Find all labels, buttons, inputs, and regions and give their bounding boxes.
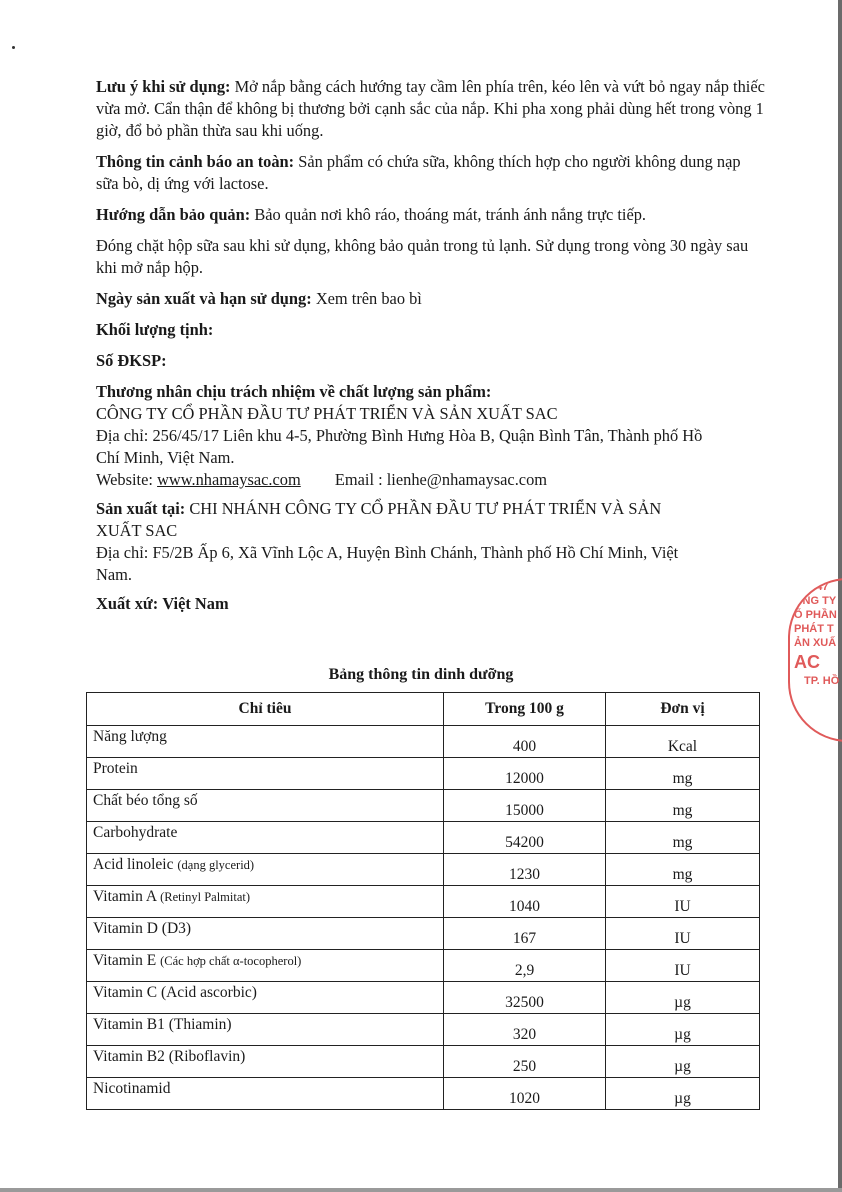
nutrient-name-cell [87, 1014, 444, 1046]
table-header-row [87, 693, 760, 726]
usage-note [96, 76, 766, 142]
weight-label: Khối lượng tịnh: [96, 320, 214, 339]
header-per-100g: Trong 100 g [444, 693, 606, 726]
nutrient-name-cell [87, 790, 444, 822]
nutrient-unit: IU [606, 886, 760, 918]
made-text-1: CHI NHÁNH CÔNG TY CỔ PHẦN ĐẦU TƯ PHÁT TRIỂN VÀ SẢN [189, 499, 662, 518]
nutrient-unit: mg [606, 758, 760, 790]
nutrient-name: Nicotinamid [93, 1080, 171, 1097]
manufacturer-line-1 [96, 498, 766, 520]
usage-text: Mở nắp bằng cách hướng tay cầm lên phía trên, kéo lên và vứt bỏ ngay nắp thiếc vừa mở. Cẩn thận để không bị thương bởi cạnh sắc của nắp. Khi pha xong phải dùng hết trong vòng 1 giờ, đổ bỏ phần thừa sau khi uống. [96, 77, 765, 140]
warning-note [96, 151, 766, 195]
nutrient-name-cell [87, 950, 444, 982]
origin-label: Xuất xứ: [96, 594, 159, 613]
nutrient-name: Acid linoleic [93, 856, 174, 873]
nutrient-note: (Các hợp chất α-tocopherol) [160, 954, 302, 968]
nutrient-unit: mg [606, 790, 760, 822]
company-seal-stamp [788, 578, 842, 742]
nutrient-value: 320 [444, 1014, 606, 1046]
manufacturer-block [96, 498, 766, 586]
date-text: Xem trên bao bì [315, 289, 422, 308]
nutrient-value: 12000 [444, 758, 606, 790]
nutrient-unit: IU [606, 918, 760, 950]
registration-label: Số ĐKSP: [96, 351, 167, 370]
nutrient-note: (Retinyl Palmitat) [160, 890, 251, 904]
table-row [87, 726, 760, 758]
usage-label: Lưu ý khi sử dụng: [96, 77, 231, 96]
nutrient-value: 1020 [444, 1078, 606, 1110]
weight-note [96, 319, 766, 341]
warning-text: Sản phẩm có chứa sữa, không thích hợp cho người không dung nạp sữa bò, dị ứng với lactose. [96, 152, 741, 193]
trader-name: CÔNG TY CỔ PHẦN ĐẦU TƯ PHÁT TRIỂN VÀ SẢN XUẤT SAC [96, 404, 558, 423]
nutrient-name: Vitamin E [93, 952, 157, 969]
made-address-line-2: Nam. [96, 565, 132, 584]
date-note [96, 288, 766, 310]
storage-text: Bảo quản nơi khô ráo, thoáng mát, tránh ánh nắng trực tiếp. [254, 205, 647, 224]
table-row [87, 886, 760, 918]
made-text-2: XUẤT SAC [96, 521, 178, 540]
trader-block [96, 381, 766, 491]
nutrient-name: Vitamin C (Acid ascorbic) [93, 984, 257, 1001]
nutrient-name-cell [87, 758, 444, 790]
stamp-text: TP. HỒ [804, 675, 840, 687]
nutrient-name-cell [87, 1078, 444, 1110]
nutrient-value: 1230 [444, 854, 606, 886]
nutrition-table-body [87, 726, 760, 1110]
nutrient-name: Vitamin B2 (Riboflavin) [93, 1048, 246, 1065]
document-body [96, 76, 766, 624]
nutrient-note: (dạng glycerid) [177, 858, 255, 872]
table-caption: Bảng thông tin dinh dưỡng [328, 666, 514, 683]
nutrient-name: Chất béo tổng số [93, 792, 198, 809]
table-row [87, 1078, 760, 1110]
nutrient-value: 250 [444, 1046, 606, 1078]
nutrient-value: 400 [444, 726, 606, 758]
nutrient-unit: µg [606, 1046, 760, 1078]
scan-speck [12, 46, 15, 49]
nutrient-name: Vitamin A [93, 888, 157, 905]
header-unit: Đơn vị [606, 693, 760, 726]
nutrient-unit: µg [606, 1078, 760, 1110]
trader-address-line-1: Địa chỉ: 256/45/17 Liên khu 4-5, Phường Bình Hưng Hòa B, Quận Bình Tân, Thành phố Hồ [96, 426, 703, 445]
stamp-text: AC [794, 652, 820, 672]
contact-line [96, 469, 766, 491]
table-row [87, 1046, 760, 1078]
nutrient-name-cell [87, 854, 444, 886]
nutrient-name-cell [87, 822, 444, 854]
nutrient-name-cell [87, 918, 444, 950]
nutrient-name: Năng lượng [93, 728, 167, 745]
nutrient-unit: mg [606, 854, 760, 886]
nutrient-value: 32500 [444, 982, 606, 1014]
nutrient-name-cell [87, 726, 444, 758]
nutrient-value: 167 [444, 918, 606, 950]
date-label: Ngày sản xuất và hạn sử dụng: [96, 289, 312, 308]
website-label: Website: [96, 470, 153, 489]
nutrient-value: 15000 [444, 790, 606, 822]
nutrient-value: 54200 [444, 822, 606, 854]
nutrient-value: 2,9 [444, 950, 606, 982]
stamp-text: 6447 [804, 581, 829, 593]
table-row [87, 854, 760, 886]
warning-label: Thông tin cảnh báo an toàn: [96, 152, 295, 171]
table-row [87, 918, 760, 950]
table-row [87, 790, 760, 822]
nutrition-table [86, 692, 760, 1110]
header-indicator: Chỉ tiêu [87, 693, 444, 726]
nutrient-unit: µg [606, 982, 760, 1014]
nutrient-name: Protein [93, 760, 138, 777]
stamp-text: ẢN XUẤ [794, 637, 837, 649]
stamp-text: ÔNG TY [794, 595, 837, 607]
nutrient-unit: mg [606, 822, 760, 854]
nutrient-value: 1040 [444, 886, 606, 918]
nutrient-name: Vitamin B1 (Thiamin) [93, 1016, 232, 1033]
trader-address-line-2: Chí Minh, Việt Nam. [96, 448, 235, 467]
origin-note [96, 593, 766, 615]
registration-note [96, 350, 766, 372]
table-row [87, 982, 760, 1014]
origin-text: Việt Nam [162, 594, 229, 613]
nutrient-name-cell [87, 1046, 444, 1078]
stamp-text: Ổ PHẦN [794, 609, 837, 621]
nutrient-name: Carbohydrate [93, 824, 178, 841]
nutrient-name-cell [87, 982, 444, 1014]
trader-label: Thương nhân chịu trách nhiệm về chất lượng sản phẩm: [96, 382, 492, 401]
table-row [87, 822, 760, 854]
storage-label: Hướng dẫn bảo quản: [96, 205, 251, 224]
nutrient-name: Vitamin D (D3) [93, 920, 192, 937]
storage-note [96, 204, 766, 226]
nutrient-unit: IU [606, 950, 760, 982]
table-row [87, 1014, 760, 1046]
stamp-text: PHÁT T [794, 623, 834, 635]
made-label: Sản xuất tại: [96, 499, 186, 518]
table-row [87, 950, 760, 982]
table-row [87, 758, 760, 790]
made-address-line-1: Địa chỉ: F5/2B Ấp 6, Xã Vĩnh Lộc A, Huyện Bình Chánh, Thành phố Hồ Chí Minh, Việt [96, 543, 679, 562]
page-edge-bottom [0, 1188, 842, 1192]
nutrient-unit: Kcal [606, 726, 760, 758]
storage-note-2: Đóng chặt hộp sữa sau khi sử dụng, không bảo quản trong tủ lạnh. Sử dụng trong vòng 30 ngày sau khi mở nắp hộp. [96, 236, 749, 277]
website-link[interactable]: www.nhamaysac.com [157, 470, 301, 489]
email-text: Email : lienhe@nhamaysac.com [334, 470, 548, 489]
nutrient-unit: µg [606, 1014, 760, 1046]
nutrient-name-cell [87, 886, 444, 918]
